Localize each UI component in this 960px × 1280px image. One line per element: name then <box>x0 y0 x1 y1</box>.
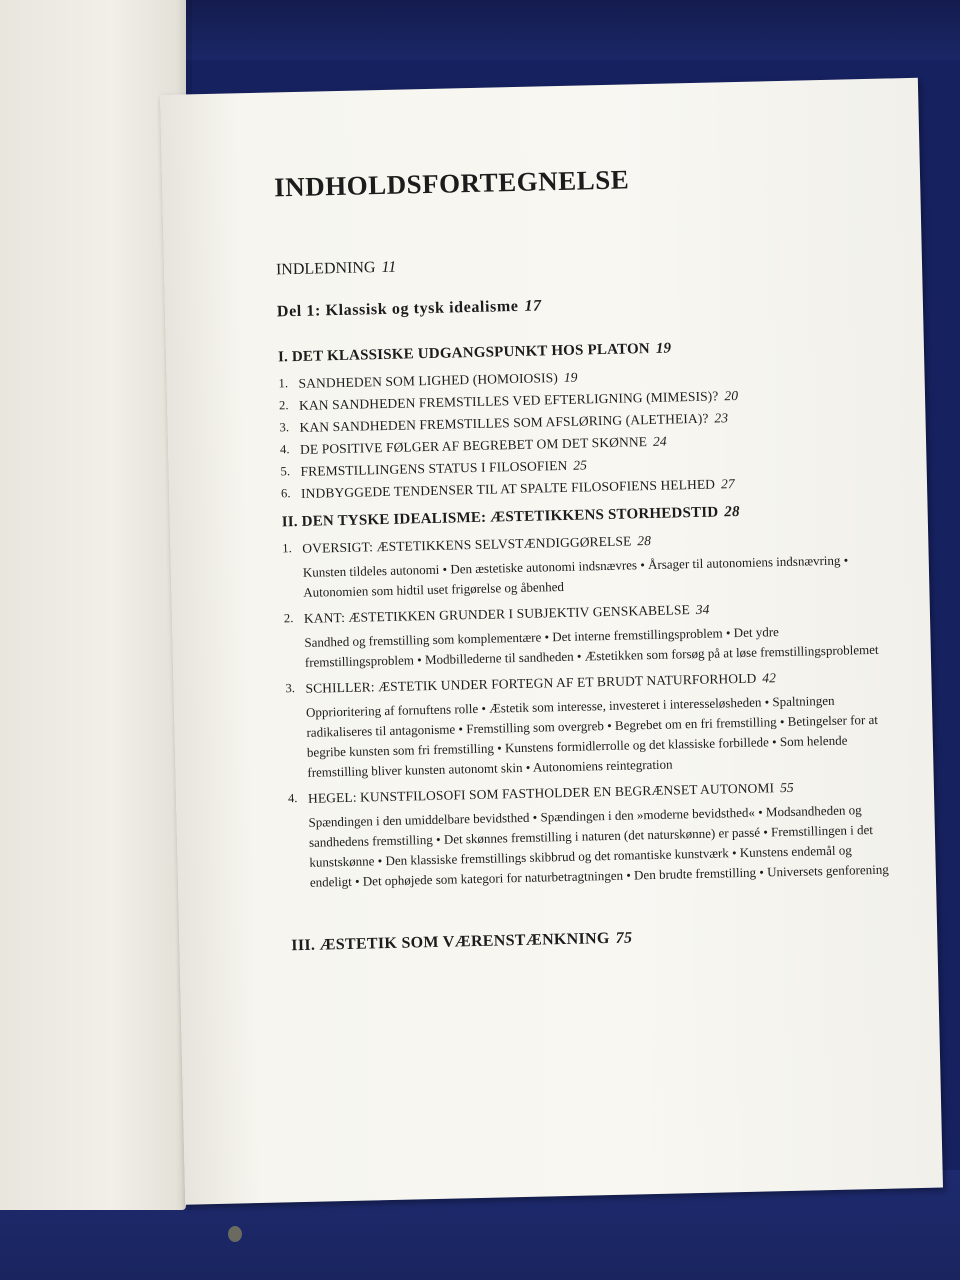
section-label: OVERSIGT: ÆSTETIKKENS SELVSTÆNDIGGØRELSE <box>302 533 632 556</box>
table-of-contents <box>274 159 892 965</box>
section-label: HEGEL: KUNSTFILOSOFI SOM FASTHOLDER EN BEGRÆNSET AUTONOMI <box>307 780 775 806</box>
section-label: SCHILLER: ÆSTETIK UNDER FORTEGN AF ET BRUDT NATURFORHOLD <box>305 670 757 696</box>
toc-page-number: 11 <box>381 258 397 277</box>
section-label: DE POSITIVE FØLGER AF BEGREBET OM DET SKØNNE <box>299 434 648 457</box>
toc-chapter-2 <box>282 501 882 532</box>
section-label: KANT: ÆSTETIKKEN GRUNDER I SUBJEKTIV GENSKABELSE <box>303 602 690 626</box>
section-number: 4. <box>279 442 290 457</box>
toc-chapter-label: II. DEN TYSKE IDEALISME: ÆSTETIKKENS STORHEDSTID <box>281 504 719 531</box>
page-title: INDHOLDSFORTEGNELSE <box>273 164 630 203</box>
toc-part-1 <box>277 290 877 322</box>
section-number: 1. <box>282 541 293 556</box>
table-spot <box>228 1226 242 1242</box>
section-summary: Spændingen i den umiddelbare bevidsthed • Spændingen i den »moderne bevidsthed« • Modsandheden og sandhedens fremstilling • Det skønnes fremstilling i naturen (det naturskønne) er passé • Fremstillingen i det kunstskønne • Den klassiske fremstillings skibbrud og det romantiske kunstværk • Kunstens endemål og endeligt • Det ophøjede som kategori for naturbetragtningen • Den brudte fremstilling • Universets genforening <box>308 802 889 890</box>
toc-page-number: 27 <box>720 476 735 492</box>
section-label: KAN SANDHEDEN FREMSTILLES SOM AFSLØRING (ALETHEIA)? <box>299 410 709 435</box>
toc-page-number: 19 <box>655 340 672 357</box>
toc-page-number: 28 <box>637 532 652 549</box>
section-summary: Opprioritering af fornuftens rolle • Æstetik som interesse, investeret i interesseløsheden • Spaltningen radikaliseres til antagonisme • Fremstilling som overgreb • Begrebet om en fri fremstilling • Betingelser for at begribe kunsten som fri fremstilling • Kunstens formidlerrolle og det klassiske forbillede • Som helende fremstilling bliver kunsten autonomt skin • Autonomiens reintegration <box>305 692 879 780</box>
toc-page-number: 23 <box>714 410 729 426</box>
toc-page-number: 24 <box>652 433 667 449</box>
section-number: 5. <box>280 464 291 479</box>
left-book-page <box>0 0 186 1210</box>
section-label: KAN SANDHEDEN FREMSTILLES VED EFTERLIGNING (MIMESIS)? <box>298 388 719 413</box>
section-summary: Sandhed og fremstilling som komplementære • Det interne fremstillingsproblem • Det ydre fremstillingsproblem • Modbillederne til sandheden • Æstetikken som forsøg på at løse fremstillingsproblemet <box>304 624 879 670</box>
toc-entry-label: INDLEDNING <box>275 259 376 279</box>
section-label: FREMSTILLINGENS STATUS I FILOSOFIEN <box>300 457 568 479</box>
section-number: 6. <box>280 486 291 501</box>
toc-page-number: 42 <box>762 670 777 686</box>
toc-entry-intro <box>276 248 876 280</box>
toc-page-number: 75 <box>615 929 633 947</box>
toc-page-number: 55 <box>779 779 794 796</box>
toc-chapter-3 <box>291 924 891 956</box>
section-label: INDBYGGEDE TENDENSER TIL AT SPALTE FILOSOFIENS HELHED <box>300 476 716 501</box>
toc-chapter-label: I. DET KLASSISKE UDGANGSPUNKT HOS PLATON <box>277 340 651 366</box>
toc-page-number: 17 <box>524 297 542 315</box>
toc-page-number: 28 <box>724 503 740 521</box>
section-summary: Kunsten tildeles autonomi • Den æstetiske autonomi indsnævres • Årsager til autonomiens indsnævring • Autonomien som hidtil uset frigørelse og åbenhed <box>302 552 849 600</box>
toc-chapter-label: III. ÆSTETIK SOM VÆRENSTÆNKNING <box>291 930 610 955</box>
section-number: 4. <box>287 791 298 806</box>
toc-page-number: 25 <box>573 457 588 473</box>
section-number: 1. <box>278 376 289 391</box>
right-book-page <box>160 78 943 1205</box>
section-number: 2. <box>283 611 294 626</box>
toc-chapter-1 <box>278 336 878 367</box>
section-number: 3. <box>279 420 290 435</box>
toc-page-number: 19 <box>563 369 578 385</box>
toc-page-number: 34 <box>695 601 710 617</box>
section-label: SANDHEDEN SOM LIGHED (HOMOIOSIS) <box>298 370 559 391</box>
toc-part-label: Del 1: Klassisk og tysk idealisme <box>276 297 519 321</box>
section-number: 3. <box>285 681 296 696</box>
section-number: 2. <box>278 398 289 413</box>
toc-page-number: 20 <box>724 387 739 404</box>
